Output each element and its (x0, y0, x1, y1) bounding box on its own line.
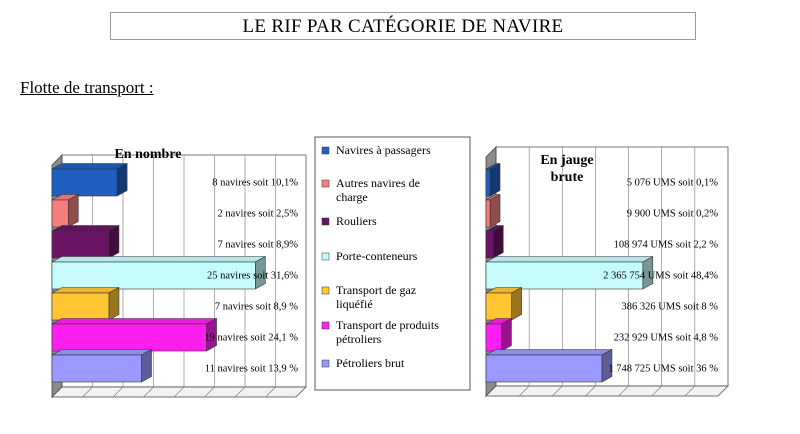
legend-label: charge (336, 190, 368, 204)
bar-top (52, 288, 119, 294)
bar-top (52, 319, 217, 325)
legend-swatch (322, 147, 329, 154)
data-label-7: 1 748 725 UMS soit 36 % (608, 363, 718, 375)
bar-2 (486, 195, 500, 228)
bar-front (52, 324, 207, 351)
chart-1 (52, 147, 306, 397)
chart-title: En nombre (114, 147, 182, 162)
bar-side (490, 195, 500, 228)
legend-swatch (322, 322, 329, 329)
bar-1 (486, 164, 500, 197)
bar-top (52, 226, 119, 232)
legend-label: Navires à passagers (336, 143, 431, 157)
bar-front (486, 355, 602, 382)
legend-label: liquéfié (336, 297, 373, 311)
bar-front (52, 355, 141, 382)
legend-swatch (322, 253, 329, 260)
section-heading: Flotte de transport : (20, 78, 154, 97)
bar-1 (52, 164, 127, 197)
legend-label: pétroliers (336, 332, 382, 346)
bar-front (486, 293, 512, 320)
bar-6 (52, 319, 217, 352)
bar-6 (486, 319, 511, 352)
bar-7 (52, 350, 151, 383)
data-label-6: 232 929 UMS soit 4,8 % (613, 332, 718, 344)
bar-front (52, 293, 109, 320)
data-label-3: 108 974 UMS soit 2,2 % (613, 239, 718, 251)
bar-side (141, 350, 151, 383)
bar-3 (52, 226, 119, 259)
legend-item-1 (322, 143, 431, 157)
bar-side (493, 226, 503, 259)
data-label-5: 386 326 UMS soit 8 % (621, 301, 718, 313)
data-label-4: 2 365 754 UMS soit 48,4% (603, 270, 718, 282)
floor (486, 386, 728, 396)
data-label-1: 8 navires soit 10,1% (212, 177, 298, 189)
data-label-2: 2 navires soit 2,5% (217, 208, 298, 220)
data-label-6: 19 navires soit 24,1 % (204, 332, 298, 344)
bar-top (52, 257, 265, 263)
page-title: LE RIF PAR CATÉGORIE DE NAVIRE (110, 12, 696, 40)
chart-title: En jauge (540, 153, 594, 168)
bar-side (512, 288, 522, 321)
data-label-3: 7 navires soit 8,9% (217, 239, 298, 251)
data-label-1: 5 076 UMS soit 0,1% (626, 177, 718, 189)
legend-item-4 (322, 249, 418, 263)
bar-front (52, 231, 109, 258)
legend-box (315, 137, 470, 390)
bar-top (486, 350, 612, 356)
bar-side (109, 226, 119, 259)
chart-title: brute (550, 170, 584, 185)
legend-label: Pétroliers brut (336, 356, 405, 370)
bar-front (486, 231, 493, 258)
bar-5 (486, 288, 522, 321)
data-label-4: 25 navires soit 31,6% (207, 270, 298, 282)
legend-label: Transport de produits (336, 318, 439, 332)
bar-3 (486, 226, 503, 259)
legend-swatch (322, 287, 329, 294)
bar-side (68, 195, 78, 228)
bar-5 (52, 288, 119, 321)
legend-swatch (322, 360, 329, 367)
bar-7 (486, 350, 612, 383)
chart-2 (486, 147, 728, 396)
legend-swatch (322, 218, 329, 225)
data-label-2: 9 900 UMS soit 0,2% (626, 208, 718, 220)
data-label-5: 7 navires soit 8,9 % (214, 301, 298, 313)
legend-label: Porte-conteneurs (336, 249, 418, 263)
bar-side (109, 288, 119, 321)
bar-front (486, 169, 490, 196)
bar-side (501, 319, 511, 352)
bar-2 (52, 195, 78, 228)
legend-swatch (322, 180, 329, 187)
legend (315, 137, 470, 390)
legend-label: Transport de gaz (336, 283, 417, 297)
bar-front (486, 324, 501, 351)
bar-front (52, 169, 117, 196)
bar-top (52, 350, 151, 356)
bar-front (52, 200, 68, 227)
bar-top (486, 257, 653, 263)
data-label-7: 11 navires soit 13,9 % (204, 363, 298, 375)
bar-side (117, 164, 127, 197)
bar-top (52, 164, 127, 170)
bar-front (486, 200, 490, 227)
legend-label: Autres navires de (336, 176, 420, 190)
bar-side (490, 164, 500, 197)
legend-label: Rouliers (336, 214, 377, 228)
